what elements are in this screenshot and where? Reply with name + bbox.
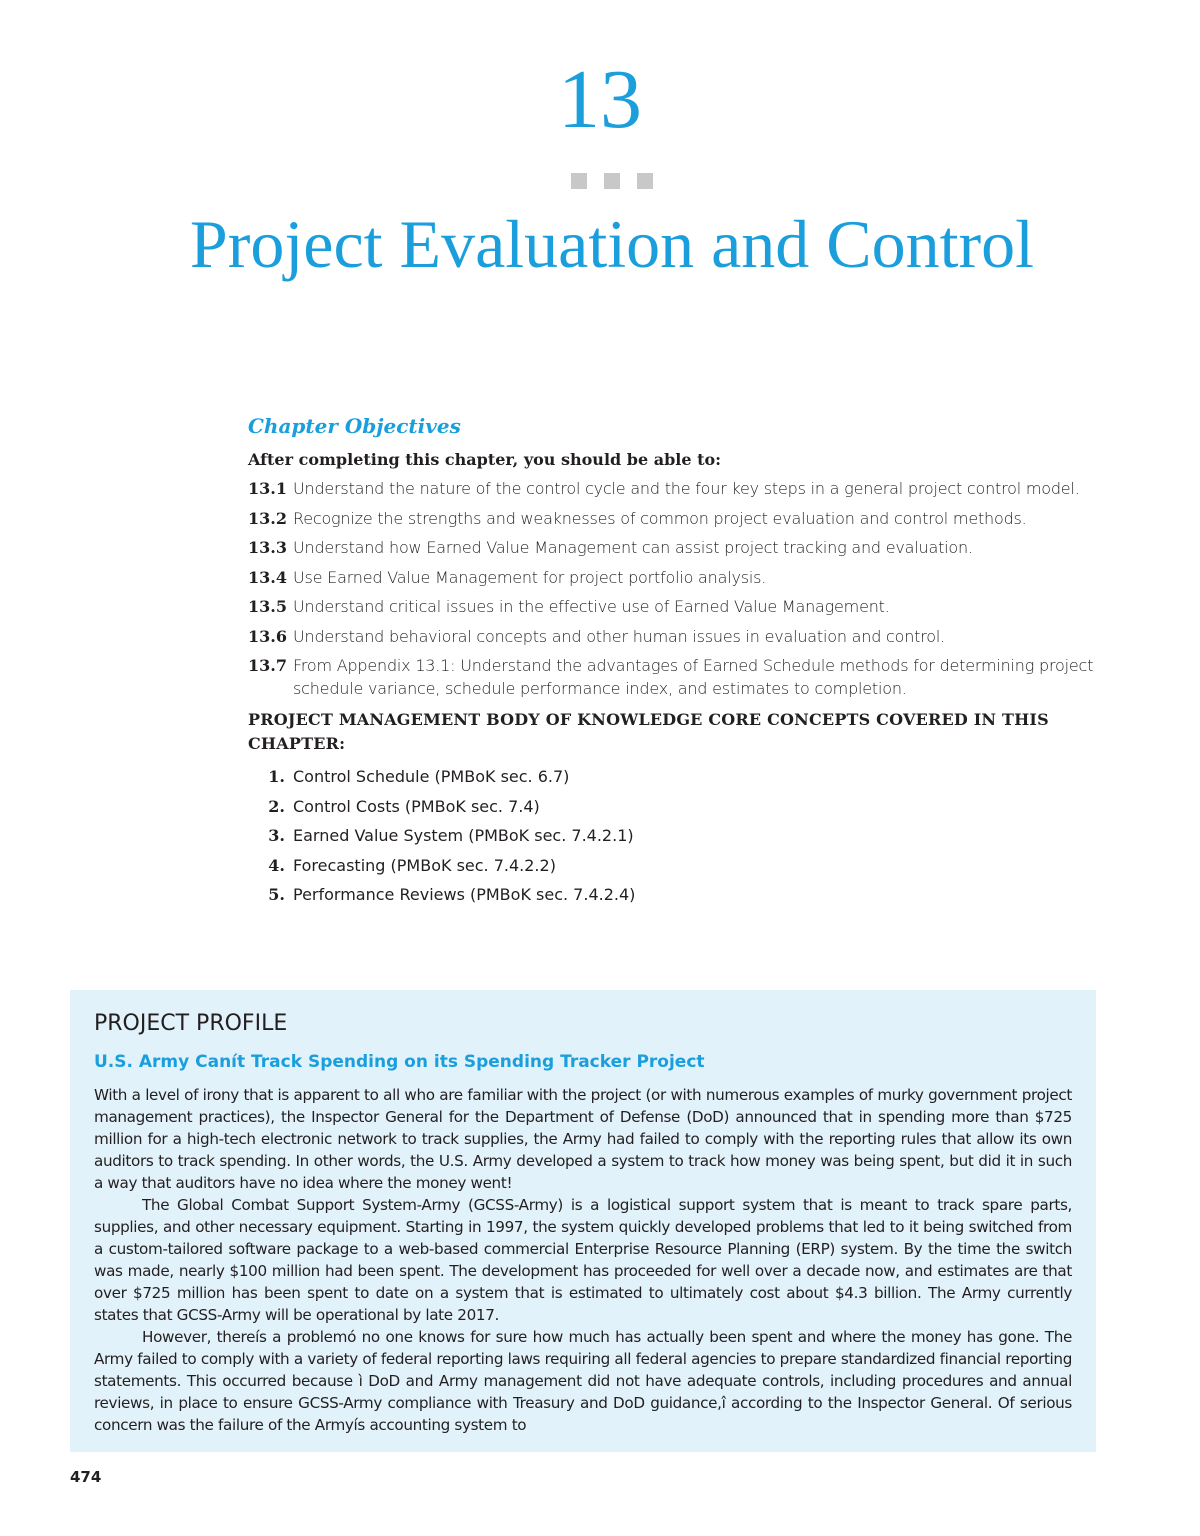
objective-number: 13.2 <box>248 508 287 528</box>
chapter-title: Project Evaluation and Control <box>189 206 1035 282</box>
core-concept-text: Forecasting (PMBoK sec. 7.4.2.2) <box>293 855 556 875</box>
core-concept-text: Control Schedule (PMBoK sec. 6.7) <box>293 767 570 786</box>
objective-number: 13.7 <box>248 656 287 675</box>
core-concept-number: 4. <box>268 855 285 875</box>
core-concept-number: 1. <box>268 767 285 786</box>
core-concept-item <box>248 796 1108 818</box>
core-concept-number: 3. <box>268 826 285 845</box>
core-concept-item <box>248 855 1108 877</box>
objective-number: 13.5 <box>248 597 287 616</box>
objective-text: Understand how Earned Value Management can assist project tracking and evaluation. <box>293 538 973 557</box>
objective-number: 13.1 <box>248 479 287 498</box>
pmbok-core-concepts-list <box>248 766 1108 906</box>
core-concept-number: 5. <box>268 885 285 904</box>
objectives-intro: After completing this chapter, you should be able to: <box>248 450 722 469</box>
objective-item <box>248 508 1108 531</box>
chapter-number: 13 <box>558 53 642 146</box>
pmbok-heading: PROJECT MANAGEMENT BODY OF KNOWLEDGE CORE CONCEPTS COVERED IN THIS CHAPTER: <box>248 710 1049 753</box>
objective-text: Understand the nature of the control cycle and the four key steps in a general project control model. <box>293 479 1080 498</box>
objective-item <box>248 626 1108 649</box>
chapter-divider-ornament <box>571 173 653 189</box>
profile-paragraph: With a level of irony that is apparent to all who are familiar with the project (or with numerous examples of murky government project management practices), the Inspector General for the Department of Defense (DoD) announced that in spending more than $725 million for a high-tech electronic network to track supplies, the Army had failed to comply with the reporting rules that allow its own auditors to track spending. In other words, the U.S. Army developed a system to track how money was being spent, but did it in such a way that auditors have no idea where the money went! <box>94 1086 1072 1192</box>
objective-number: 13.4 <box>248 567 287 587</box>
objective-number: 13.3 <box>248 538 287 557</box>
project-profile-box <box>70 990 1096 1452</box>
objective-text: Understand behavioral concepts and other human issues in evaluation and control. <box>293 626 945 646</box>
objective-number: 13.6 <box>248 626 287 646</box>
objectives-heading: Chapter Objectives <box>248 414 461 438</box>
core-concept-text: Earned Value System (PMBoK sec. 7.4.2.1) <box>293 826 634 845</box>
chapter-objectives-section <box>248 412 1108 914</box>
objective-text: From Appendix 13.1: Understand the advantages of Earned Schedule methods for determining project schedule variance, schedule performance index, and estimates to completion. <box>293 656 1094 698</box>
objective-item <box>248 478 1108 501</box>
objectives-list <box>248 478 1108 700</box>
project-profile-label: PROJECT PROFILE <box>94 1011 288 1036</box>
divider-square <box>604 173 620 189</box>
core-concept-number: 2. <box>268 796 285 816</box>
divider-square <box>571 173 587 189</box>
core-concept-text: Performance Reviews (PMBoK sec. 7.4.2.4) <box>293 885 636 904</box>
core-concept-item <box>248 766 1108 788</box>
core-concept-item <box>248 884 1108 906</box>
project-profile-title: U.S. Army Canít Track Spending on its Spending Tracker Project <box>94 1052 705 1072</box>
objective-text: Recognize the strengths and weaknesses of common project evaluation and control methods. <box>293 508 1027 528</box>
objective-text: Understand critical issues in the effective use of Earned Value Management. <box>293 597 890 616</box>
profile-paragraph: The Global Combat Support System-Army (GCSS-Army) is a logistical support system that is meant to track spare parts, supplies, and other necessary equipment. Starting in 1997, the system quickly developed problems that led to it being switched from a custom-tailored software package to a web-based commercial Enterprise Resource Planning (ERP) system. By the time the switch was made, nearly $100 million had been spent. The development has proceeded for well over a decade now, and estimates are that over $725 million has been spent to date on a system that is estimated to ultimately cost about $4.3 billion. The Army currently states that GCSS-Army will be operational by late 2017. <box>94 1196 1072 1324</box>
divider-square <box>637 173 653 189</box>
core-concept-text: Control Costs (PMBoK sec. 7.4) <box>293 796 540 816</box>
core-concept-item <box>248 825 1108 847</box>
objective-item <box>248 596 1108 619</box>
objective-item <box>248 537 1108 560</box>
profile-paragraph: However, thereís a problemó no one knows for sure how much has actually been spent and where the money has gone. The Army failed to comply with a variety of federal reporting laws requiring all federal agencies to prepare standardized financial reporting statements. This occurred because ì DoD and Army management did not have adequate controls, including procedures and annual reviews, in place to ensure GCSS-Army compliance with Treasury and DoD guidance,î according to the Inspector General. Of serious concern was the failure of the Armyís accounting system to <box>94 1328 1072 1434</box>
objective-item <box>248 567 1108 590</box>
objective-text: Use Earned Value Management for project portfolio analysis. <box>293 567 767 587</box>
project-profile-body <box>94 1084 1072 1436</box>
page-number: 474 <box>70 1468 102 1486</box>
objective-item <box>248 655 1108 700</box>
